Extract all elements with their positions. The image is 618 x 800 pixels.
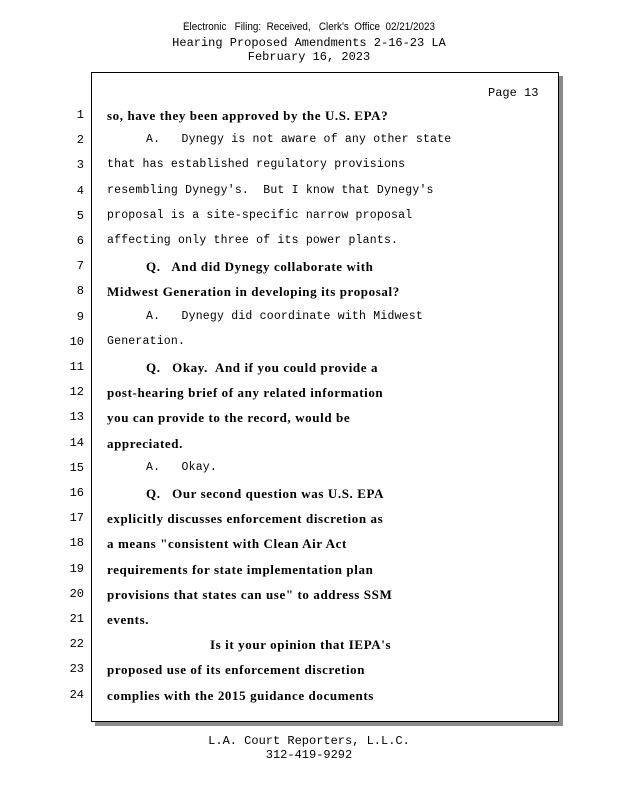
line-text: Q. Our second question was U.S. EPA [146,486,385,501]
line-text: you can provide to the record, would be [107,410,351,426]
line-number: 8 [76,284,84,299]
line-text: Is it your opinion that IEPA's [210,637,392,653]
line-text: proposal is a site-specific narrow proposal [107,208,413,222]
line-text: A. Dynegy is not aware of any other state [146,133,452,147]
line-text: appreciated. [107,435,183,451]
line-number: 3 [76,158,84,173]
transcript-line [0,637,618,655]
document-date: February 16, 2023 [247,50,371,64]
line-number: 18 [69,536,84,551]
footer-phone: 312-419-9292 [265,748,353,762]
transcript-line [0,612,618,630]
transcript-line [0,259,618,277]
line-number: 6 [76,234,84,248]
line-number: 12 [69,385,84,400]
transcript-line [0,536,618,554]
filing-stamp: Electronic Filing: Received, Clerk's Office 02/21/2023 [182,21,436,33]
transcript-line [0,662,618,680]
line-text: Midwest Generation in developing its proposal? [107,284,400,300]
line-number: 15 [69,460,84,475]
transcript-line [0,108,618,126]
line-number: 2 [76,133,84,148]
line-text: post-hearing brief of any related information [107,385,384,401]
line-text: that has established regulatory provisions [107,158,406,172]
line-text: so, have they been approved by the U.S. EPA? [107,108,389,123]
line-number: 10 [69,334,84,349]
line-number: 20 [69,586,84,601]
line-text: explicitly discusses enforcement discretion as [107,511,384,527]
transcript-line [0,587,618,605]
transcript-line [0,310,618,328]
transcript-line [0,133,618,151]
line-text: proposed use of its enforcement discretion [107,662,366,678]
line-number: 7 [76,259,84,274]
transcript-line [0,385,618,403]
line-number: 23 [69,662,84,677]
transcript-line [0,461,618,479]
line-text: Generation. [107,334,186,348]
line-text: Q. And did Dynegy collaborate with [146,259,374,275]
line-text: events. [107,612,150,627]
line-text: A. Dynegy did coordinate with Midwest [146,309,423,323]
transcript-line [0,410,618,428]
transcript-line [0,234,618,252]
transcript-line [0,511,618,529]
line-text: a means "consistent with Clean Air Act [107,536,347,552]
line-text: resembling Dynegy's. But I know that Dynegy's [107,183,434,197]
transcript-line [0,486,618,504]
transcript-line [0,209,618,227]
transcript-line [0,158,618,176]
line-number: 21 [69,612,84,626]
line-number: 24 [69,687,84,702]
transcript-line [0,688,618,706]
line-number: 16 [69,486,84,500]
line-number: 14 [69,435,84,450]
line-number: 17 [69,511,84,526]
transcript-line [0,284,618,302]
page-number: Page 13 [488,86,539,100]
line-number: 1 [76,108,84,122]
line-text: Q. Okay. And if you could provide a [146,360,379,375]
transcript-line [0,335,618,353]
line-number: 11 [69,360,84,374]
line-number: 9 [76,309,84,324]
line-text: A. Okay. [146,460,218,474]
document-title: Hearing Proposed Amendments 2-16-23 LA [172,36,446,50]
line-text: requirements for state implementation plan [107,561,374,577]
transcript-line [0,562,618,580]
line-number: 4 [76,183,84,198]
transcript-line [0,184,618,202]
line-text: affecting only three of its power plants. [107,234,399,247]
footer-company: L.A. Court Reporters, L.L.C. [208,734,410,748]
line-number: 22 [69,637,84,652]
line-text: provisions that states can use" to address SSM [107,586,393,602]
transcript-line [0,436,618,454]
line-number: 5 [76,208,84,223]
transcript-line [0,360,618,378]
line-text: complies with the 2015 guidance documents [107,687,374,703]
line-number: 13 [69,410,84,425]
line-number: 19 [69,561,84,576]
